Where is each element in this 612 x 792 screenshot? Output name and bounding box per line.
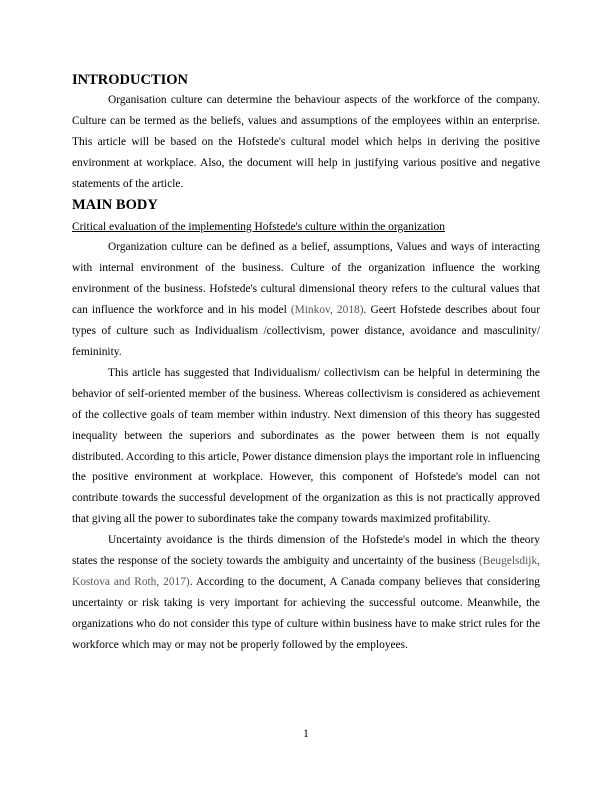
citation: (Minkov, 2018) xyxy=(290,304,364,317)
introduction-paragraph: Organisation culture can determine the behaviour aspects of the workforce of the company. Culture can be termed as the beliefs, values and assumptions of the employees within an enterprise. This article will be based on the Hofstede's cultural model which helps in deriving the positive environment at workplace. Also, the document will help in justifying various positive and negative statements of the article. xyxy=(72,94,540,190)
body-paragraph-3 xyxy=(72,530,540,655)
paragraph-text: . According to the document, A Canada company believes that considering uncertainty or risk taking is very important for achieving the successful outcome. Meanwhile, the organizations who do not consider this type of culture within business have to make strict rules for the workforce which may or may not be properly followed by the employees. xyxy=(72,575,540,651)
body-paragraph-1 xyxy=(72,237,540,362)
document-page xyxy=(72,70,540,656)
paragraph-text: . Geert Hofstede describes about four types of culture such as Individualism /collectivism, power distance, avoidance and masculinity/ femininity. xyxy=(72,304,540,358)
paragraph-text: Organization culture can be defined as a belief, assumptions, Values and ways of interacting with internal environment of the business. Culture of the organization influence the working environment of the business. Hofstede's cultural dimensional theory refers to the cultural values that can influence the workforce and in his model xyxy=(72,241,540,317)
citation: (Beugelsdijk, Kostova and Roth, 2017) xyxy=(72,555,540,588)
main-body-heading: MAIN BODY xyxy=(72,196,158,213)
body-paragraph-2: This article has suggested that Individualism/ collectivism can be helpful in determining the behavior of self-oriented member of the business. Whereas collectivism is considered as achievement of the collective goals of team member within industry. Next dimension of this theory has suggested inequality between the superiors and subordinates as the power between them is not equally distributed. According to this article, Power distance dimension plays the important role in influencing the positive environment at workplace. However, this component of Hofstede's model can not contribute towards the successful development of the organization as this is not practically approved that giving all the power to subordinates take the company towards maximized profitability. xyxy=(72,366,540,526)
section-subheading: Critical evaluation of the implementing Hofstede's culture within the organization xyxy=(72,220,445,233)
introduction-heading: INTRODUCTION xyxy=(72,72,189,88)
paragraph-text: Uncertainty avoidance is the thirds dimension of the Hofstede's model in which the theory states the response of the society towards the ambiguity and uncertainty of the business xyxy=(72,534,540,568)
page-number: 1 xyxy=(303,728,309,740)
